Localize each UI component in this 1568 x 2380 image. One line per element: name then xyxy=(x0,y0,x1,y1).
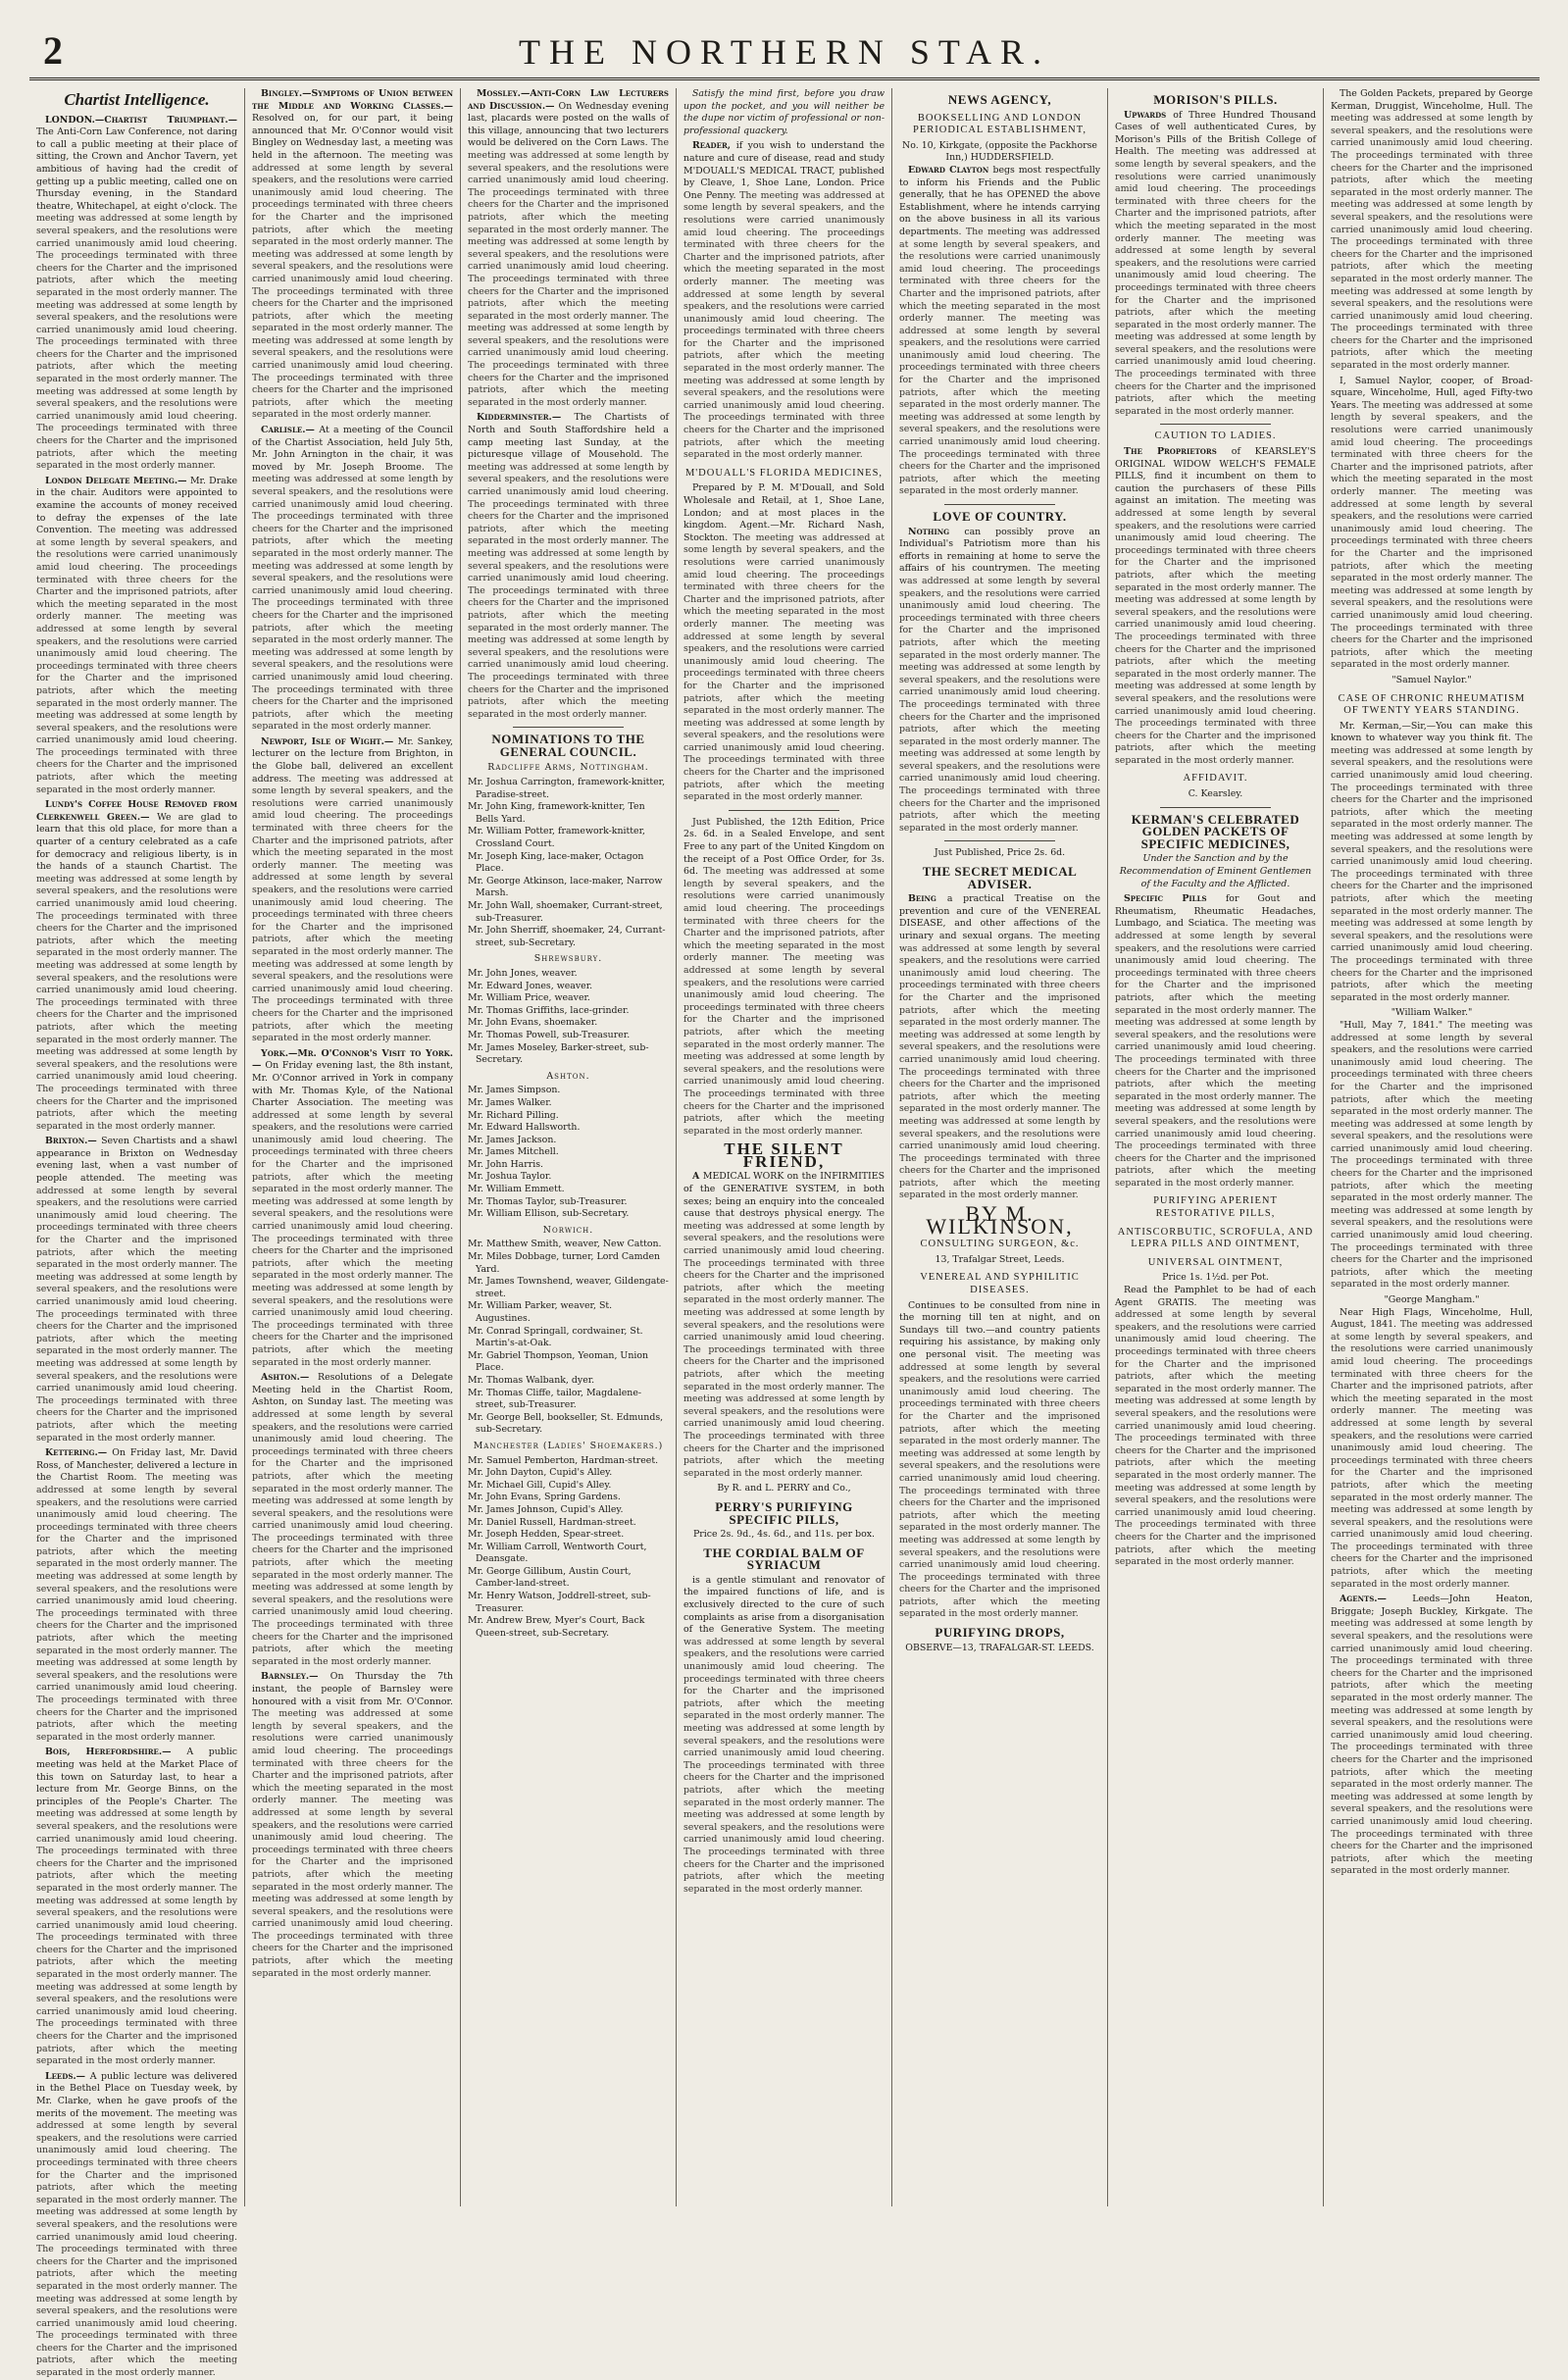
column-3 xyxy=(461,88,677,2206)
nomination-list xyxy=(468,1085,669,1221)
nominee: Mr. Joshua Carrington, framework-knitter, Paradise-street. xyxy=(468,777,666,800)
article-paragraph: Newport, Isle of Wight.— Mr. Sankey, lecturer on the lecture from Brighton, in the Globe ball, delivered an excellent address. The meeting was addressed at some length by several speakers, and the resolutions were carried unanimously amid loud cheering. The proceedings terminated with three cheers for the Charter and the imprisoned patriots, after which the meeting separated in the most orderly manner. The meeting was addressed at some length by several speakers, and the resolutions were carried unanimously amid loud cheering. The proceedings terminated with three cheers for the Charter and the imprisoned patriots, after which the meeting separated in the most orderly manner. The meeting was addressed at some length by several speakers, and the resolutions were carried unanimously amid loud cheering. The proceedings terminated with three cheers for the Charter and the imprisoned patriots, after which the meeting separated in the most orderly manner. xyxy=(252,735,453,1044)
article-paragraph: Reader, if you wish to understand the nature and cure of disease, read and study M'DOUALL'S MEDICAL TRACT, published by Cleave, 1, Shoe Lane, London. Price One Penny. The meeting was addressed at some length by several speakers, and the resolutions were carried unanimously amid loud cheering. The proceedings terminated with three cheers for the Charter and the imprisoned patriots, after which the meeting separated in the most orderly manner. The meeting was addressed at some length by several speakers, and the resolutions were carried unanimously amid loud cheering. The proceedings terminated with three cheers for the Charter and the imprisoned patriots, after which the meeting separated in the most orderly manner. The meeting was addressed at some length by several speakers, and the resolutions were carried unanimously amid loud cheering. The proceedings terminated with three cheers for the Charter and the imprisoned patriots, after which the meeting separated in the most orderly manner. xyxy=(683,140,885,461)
centered-line: By R. and L. PERRY and Co., xyxy=(717,1483,851,1494)
columns xyxy=(29,88,1540,2379)
article-paragraph: Agents.— Leeds—John Heaton, Briggate; Joseph Buckley, Kirkgate. The meeting was addressed at some length by several speakers, and the resolutions were carried unanimously amid loud cheering. The proceedings terminated with three cheers for the Charter and the imprisoned patriots, after which the meeting separated in the most orderly manner. The meeting was addressed at some length by several speakers, and the resolutions were carried unanimously amid loud cheering. The proceedings terminated with three cheers for the Charter and the imprisoned patriots, after which the meeting separated in the most orderly manner. The meeting was addressed at some length by several speakers, and the resolutions were carried unanimously amid loud cheering. The proceedings terminated with three cheers for the Charter and the imprisoned patriots, after which the meeting separated in the most orderly manner. xyxy=(1331,1594,1533,1877)
nominee: Mr. John Dayton, Cupid's Alley. xyxy=(468,1467,613,1479)
section-heading: CASE OF CHRONIC RHEUMATISM OF TWENTY YEARS STANDING. xyxy=(1338,692,1526,717)
centered-line: Price 2s. 9d., 4s. 6d., and 11s. per box. xyxy=(692,1529,876,1541)
article-paragraph: Upwards of Three Hundred Thousand Cases of well authenticated Cures, by Morison's Pills of the British College of Health. The meeting was addressed at some length by several speakers, and the resolutions were carried unanimously amid loud cheering. The proceedings terminated with three cheers for the Charter and the imprisoned patriots, after which the meeting separated in the most orderly manner. The meeting was addressed at some length by several speakers, and the resolutions were carried unanimously amid loud cheering. The proceedings terminated with three cheers for the Charter and the imprisoned patriots, after which the meeting separated in the most orderly manner. The meeting was addressed at some length by several speakers, and the resolutions were carried unanimously amid loud cheering. The proceedings terminated with three cheers for the Charter and the imprisoned patriots, after which the meeting separated in the most orderly manner. xyxy=(1115,109,1316,417)
nominee: Mr. John Evans, shoemaker. xyxy=(468,1017,598,1029)
section-heading: NEWS AGENCY, xyxy=(947,92,1052,107)
article-paragraph: The Golden Packets, prepared by George Kerman, Druggist, Winceholme, Hull. The meeting was addressed at some length by several speakers, and the resolutions were carried unanimously amid loud cheering. The proceedings terminated with three cheers for the Charter and the imprisoned patriots, after which the meeting separated in the most orderly manner. The meeting was addressed at some length by several speakers, and the resolutions were carried unanimously amid loud cheering. The proceedings terminated with three cheers for the Charter and the imprisoned patriots, after which the meeting separated in the most orderly manner. The meeting was addressed at some length by several speakers, and the resolutions were carried unanimously amid loud cheering. The proceedings terminated with three cheers for the Charter and the imprisoned patriots, after which the meeting separated in the most orderly manner. xyxy=(1331,88,1533,372)
nominee: Mr. Thomas Cliffe, tailor, Magdalene-street, sub-Treasurer. xyxy=(468,1387,642,1411)
nominee: Mr. James Simpson. xyxy=(468,1085,561,1096)
article-paragraph: Bois, Herefordshire.— A public meeting was held at the Market Place of this town on Saturday last, to hear a lecture from Mr. George Binns, on the principles of the People's Charter. The meeting was addressed at some length by several speakers, and the resolutions were carried unanimously amid loud cheering. The proceedings terminated with three cheers for the Charter and the imprisoned patriots, after which the meeting separated in the most orderly manner. The meeting was addressed at some length by several speakers, and the resolutions were carried unanimously amid loud cheering. The proceedings terminated with three cheers for the Charter and the imprisoned patriots, after which the meeting separated in the most orderly manner. The meeting was addressed at some length by several speakers, and the resolutions were carried unanimously amid loud cheering. The proceedings terminated with three cheers for the Charter and the imprisoned patriots, after which the meeting separated in the most orderly manner. xyxy=(36,1747,237,2067)
section-heading: PURIFYING APERIENT RESTORATIVE PILLS, xyxy=(1153,1195,1278,1220)
newspaper-title: THE NORTHERN STAR. xyxy=(519,32,1050,72)
column-2 xyxy=(245,88,461,2206)
nominee: Mr. Joseph King, lace-maker, Octagon Place. xyxy=(468,850,644,875)
article-paragraph: Edward Clayton begs most respectfully to inform his Friends and the Public generally, that he has OPENED the above Establishment, where he intends carrying on the above business in all its various departments. The meeting was addressed at some length by several speakers, and the resolutions were carried unanimously amid loud cheering. The proceedings terminated with three cheers for the Charter and the imprisoned patriots, after which the meeting separated in the most orderly manner. The meeting was addressed at some length by several speakers, and the resolutions were carried unanimously amid loud cheering. The proceedings terminated with three cheers for the Charter and the imprisoned patriots, after which the meeting separated in the most orderly manner. The meeting was addressed at some length by several speakers, and the resolutions were carried unanimously amid loud cheering. The proceedings terminated with three cheers for the Charter and the imprisoned patriots, after which the meeting separated in the most orderly manner. xyxy=(899,164,1100,497)
article-paragraph: Leeds.— A public lecture was delivered in the Bethel Place on Tuesday week, by Mr. Clarke, when he gave proofs of the merits of the movement. The meeting was addressed at some length by several speakers, and the resolutions were carried unanimously amid loud cheering. The proceedings terminated with three cheers for the Charter and the imprisoned patriots, after which the meeting separated in the most orderly manner. The meeting was addressed at some length by several speakers, and the resolutions were carried unanimously amid loud cheering. The proceedings terminated with three cheers for the Charter and the imprisoned patriots, after which the meeting separated in the most orderly manner. The meeting was addressed at some length by several speakers, and the resolutions were carried unanimously amid loud cheering. The proceedings terminated with three cheers for the Charter and the imprisoned patriots, after which the meeting separated in the most orderly manner. xyxy=(36,2070,237,2379)
nominee: Mr. Thomas Taylor, sub-Treasurer. xyxy=(468,1195,628,1207)
divider xyxy=(513,727,624,728)
section-heading: BOOKSELLING AND LONDON PERIODICAL ESTABLISHMENT, xyxy=(913,112,1087,136)
nominee: Mr. William Potter, framework-knitter, Crossland Court. xyxy=(468,826,646,850)
nominee: Mr. William Parker, weaver, St. Augustines. xyxy=(468,1300,613,1324)
nominee: Mr. James Mitchell. xyxy=(468,1146,559,1158)
section-heading: MORISON'S PILLS. xyxy=(1153,92,1278,107)
article-paragraph: Kettering.— On Friday last, Mr. David Ross, of Manchester, delivered a lecture in the Chartist Room. The meeting was addressed at some length by several speakers, and the resolutions were carried unanimously amid loud cheering. The proceedings terminated with three cheers for the Charter and the imprisoned patriots, after which the meeting separated in the most orderly manner. The meeting was addressed at some length by several speakers, and the resolutions were carried unanimously amid loud cheering. The proceedings terminated with three cheers for the Charter and the imprisoned patriots, after which the meeting separated in the most orderly manner. The meeting was addressed at some length by several speakers, and the resolutions were carried unanimously amid loud cheering. The proceedings terminated with three cheers for the Charter and the imprisoned patriots, after which the meeting separated in the most orderly manner. xyxy=(36,1447,238,1743)
nomination-list xyxy=(468,777,669,949)
column-5 xyxy=(892,88,1108,2206)
divider xyxy=(1160,807,1271,808)
divider xyxy=(944,840,1055,841)
centered-line: No. 10, Kirkgate, (opposite the Packhorse Inn,) HUDDERSFIELD. xyxy=(902,139,1097,164)
column-6 xyxy=(1108,88,1324,2206)
nominee: Mr. Joshua Taylor. xyxy=(468,1171,552,1183)
section-heading: THE SECRET MEDICAL ADVISER. xyxy=(922,864,1078,891)
nomination-list xyxy=(468,1239,669,1437)
section-heading: PURIFYING DROPS, xyxy=(935,1625,1065,1641)
nominee: Mr. John King, framework-knitter, Ten Bells Yard. xyxy=(468,801,645,825)
section-heading: M'DOUALL'S FLORIDA MEDICINES, xyxy=(684,467,884,479)
article-paragraph: Just Published, the 12th Edition, Price 2s. 6d. in a Sealed Envelope, and sent Free to any part of the United Kingdom on the receipt of a Post Office Order, for 3s. 6d. The meeting was addressed at some length by several speakers, and the resolutions were carried unanimously amid loud cheering. The proceedings terminated with three cheers for the Charter and the imprisoned patriots, after which the meeting separated in the most orderly manner. The meeting was addressed at some length by several speakers, and the resolutions were carried unanimously amid loud cheering. The proceedings terminated with three cheers for the Charter and the imprisoned patriots, after which the meeting separated in the most orderly manner. The meeting was addressed at some length by several speakers, and the resolutions were carried unanimously amid loud cheering. The proceedings terminated with three cheers for the Charter and the imprisoned patriots, after which the meeting separated in the most orderly manner. xyxy=(683,816,885,1137)
nominee: Mr. John Sherriff, shoemaker, 24, Currant-street, sub-Secretary. xyxy=(468,925,666,948)
section-heading: CONSULTING SURGEON, &c. xyxy=(920,1239,1080,1250)
nominee: Mr. John Wall, shoemaker, Currant-street, sub-Treasurer. xyxy=(468,900,663,924)
section-heading: THE SILENT FRIEND, xyxy=(724,1139,844,1171)
article-paragraph: Mossley.—Anti-Corn Law Lecturers and Discussion.— On Wednesday evening last, placards were posted on the walls of this village, announcing that two lecturers would be delivered on the Corn Laws. The meeting was addressed at some length by several speakers, and the resolutions were carried unanimously amid loud cheering. The proceedings terminated with three cheers for the Charter and the imprisoned patriots, after which the meeting separated in the most orderly manner. The meeting was addressed at some length by several speakers, and the resolutions were carried unanimously amid loud cheering. The proceedings terminated with three cheers for the Charter and the imprisoned patriots, after which the meeting separated in the most orderly manner. The meeting was addressed at some length by several speakers, and the resolutions were carried unanimously amid loud cheering. The proceedings terminated with three cheers for the Charter and the imprisoned patriots, after which the meeting separated in the most orderly manner. xyxy=(468,88,669,408)
nomination-list xyxy=(468,968,669,1067)
nominee: Mr. William Carroll, Wentworth Court, Deansgate. xyxy=(468,1541,647,1565)
article-paragraph: Nothing can possibly prove an Individual's Patriotism more than his efforts in remaining at home to serve the affairs of his countrymen. The meeting was addressed at some length by several speakers, and the resolutions were carried unanimously amid loud cheering. The proceedings terminated with three cheers for the Charter and the imprisoned patriots, after which the meeting separated in the most orderly manner. The meeting was addressed at some length by several speakers, and the resolutions were carried unanimously amid loud cheering. The proceedings terminated with three cheers for the Charter and the imprisoned patriots, after which the meeting separated in the most orderly manner. The meeting was addressed at some length by several speakers, and the resolutions were carried unanimously amid loud cheering. The proceedings terminated with three cheers for the Charter and the imprisoned patriots, after which the meeting separated in the most orderly manner. xyxy=(899,526,1100,834)
nominee: Mr. Thomas Walbank, dyer. xyxy=(468,1374,595,1386)
locality-heading: Ashton. xyxy=(546,1070,590,1082)
nominee: Mr. George Atkinson, lace-maker, Narrow Marsh. xyxy=(468,875,663,899)
article-paragraph: Bingley.—Symptoms of Union between the Middle and Working Classes.— Resolved on, for our part, it being announced that Mr. O'Connor would visit Bingley on Wednesday last, a meeting was held in the afternoon. The meeting was addressed at some length by several speakers, and the resolutions were carried unanimously amid loud cheering. The proceedings terminated with three cheers for the Charter and the imprisoned patriots, after which the meeting separated in the most orderly manner. The meeting was addressed at some length by several speakers, and the resolutions were carried unanimously amid loud cheering. The proceedings terminated with three cheers for the Charter and the imprisoned patriots, after which the meeting separated in the most orderly manner. The meeting was addressed at some length by several speakers, and the resolutions were carried unanimously amid loud cheering. The proceedings terminated with three cheers for the Charter and the imprisoned patriots, after which the meeting separated in the most orderly manner. xyxy=(252,88,453,421)
section-heading: LOVE OF COUNTRY. xyxy=(933,509,1067,524)
newspaper-page xyxy=(29,18,1540,2379)
centered-line: Price 1s. 1½d. per Pot. xyxy=(1162,1272,1269,1284)
centered-line: 13, Trafalgar Street, Leeds. xyxy=(935,1253,1065,1265)
article-paragraph: Satisfy the mind first, before you draw upon the pocket, and you will neither be the dupe nor victim of professional or non-professional quackery. xyxy=(683,88,885,136)
article-paragraph: Near High Flags, Winceholme, Hull, August, 1841. The meeting was addressed at some length by several speakers, and the resolutions were carried unanimously amid loud cheering. The proceedings terminated with three cheers for the Charter and the imprisoned patriots, after which the meeting separated in the most orderly manner. The meeting was addressed at some length by several speakers, and the resolutions were carried unanimously amid loud cheering. The proceedings terminated with three cheers for the Charter and the imprisoned patriots, after which the meeting separated in the most orderly manner. The meeting was addressed at some length by several speakers, and the resolutions were carried unanimously amid loud cheering. The proceedings terminated with three cheers for the Charter and the imprisoned patriots, after which the meeting separated in the most orderly manner. xyxy=(1331,1306,1533,1590)
section-heading: PERRY'S PURIFYING SPECIFIC PILLS, xyxy=(715,1498,853,1527)
divider xyxy=(729,810,839,811)
nominee: Mr. John Evans, Spring Gardens. xyxy=(468,1492,621,1503)
nominee: Mr. James Walker. xyxy=(468,1096,552,1108)
nominee: Mr. William Emmett. xyxy=(468,1184,565,1195)
article-paragraph: Mr. Kerman,—Sir,—You can make this known to whatever way you think fit. The meeting was addressed at some length by several speakers, and the resolutions were carried unanimously amid loud cheering. The proceedings terminated with three cheers for the Charter and the imprisoned patriots, after which the meeting separated in the most orderly manner. The meeting was addressed at some length by several speakers, and the resolutions were carried unanimously amid loud cheering. The proceedings terminated with three cheers for the Charter and the imprisoned patriots, after which the meeting separated in the most orderly manner. The meeting was addressed at some length by several speakers, and the resolutions were carried unanimously amid loud cheering. The proceedings terminated with three cheers for the Charter and the imprisoned patriots, after which the meeting separated in the most orderly manner. xyxy=(1331,720,1533,1003)
section-heading: UNIVERSAL OINTMENT, xyxy=(1147,1256,1284,1268)
centered-line: "Samuel Naylor." xyxy=(1391,674,1472,685)
divider xyxy=(944,504,1055,505)
nominee: Mr. Thomas Griffiths, lace-grinder. xyxy=(468,1004,630,1016)
article-paragraph: Prepared by P. M. M'Douall, and Sold Wholesale and Retail, at 1, Shoe Lane, London; and at most places in the kingdom. Agent.—Mr. Richard Nash, Stockton. The meeting was addressed at some length by several speakers, and the resolutions were carried unanimously amid loud cheering. The proceedings terminated with three cheers for the Charter and the imprisoned patriots, after which the meeting separated in the most orderly manner. The meeting was addressed at some length by several speakers, and the resolutions were carried unanimously amid loud cheering. The proceedings terminated with three cheers for the Charter and the imprisoned patriots, after which the meeting separated in the most orderly manner. The meeting was addressed at some length by several speakers, and the resolutions were carried unanimously amid loud cheering. The proceedings terminated with three cheers for the Charter and the imprisoned patriots, after which the meeting separated in the most orderly manner. xyxy=(683,482,885,803)
section-heading: NOMINATIONS TO THE GENERAL COUNCIL. xyxy=(491,732,645,759)
nominee: Mr. Samuel Pemberton, Hardman-street. xyxy=(468,1454,659,1466)
nominee: Mr. Daniel Russell, Hardman-street. xyxy=(468,1516,636,1528)
divider xyxy=(1160,424,1271,425)
nominee: Mr. Edward Jones, weaver. xyxy=(468,980,593,991)
article-paragraph: Kidderminster.— The Chartists of North and South Staffordshire held a camp meeting last Sunday, at the picturesque village of Mousehold. The meeting was addressed at some length by several speakers, and the resolutions were carried unanimously amid loud cheering. The proceedings terminated with three cheers for the Charter and the imprisoned patriots, after which the meeting separated in the most orderly manner. The meeting was addressed at some length by several speakers, and the resolutions were carried unanimously amid loud cheering. The proceedings terminated with three cheers for the Charter and the imprisoned patriots, after which the meeting separated in the most orderly manner. The meeting was addressed at some length by several speakers, and the resolutions were carried unanimously amid loud cheering. The proceedings terminated with three cheers for the Charter and the imprisoned patriots, after which the meeting separated in the most orderly manner. xyxy=(468,412,669,720)
nominee: Mr. Joseph Hedden, Spear-street. xyxy=(468,1529,625,1541)
advert-name: BY M. WILKINSON, xyxy=(926,1201,1074,1239)
nominee: Mr. William Price, weaver. xyxy=(468,992,590,1004)
centered-line: OBSERVE—13, TRAFALGAR-ST. LEEDS. xyxy=(905,1642,1094,1653)
article-paragraph: Continues to be consulted from nine in the morning till ten at night, and on Sundays till two.—and country patients requiring his assistance, by making only one personal visit. The meeting was addressed at some length by several speakers, and the resolutions were carried unanimously amid loud cheering. The proceedings terminated with three cheers for the Charter and the imprisoned patriots, after which the meeting separated in the most orderly manner. The meeting was addressed at some length by several speakers, and the resolutions were carried unanimously amid loud cheering. The proceedings terminated with three cheers for the Charter and the imprisoned patriots, after which the meeting separated in the most orderly manner. The meeting was addressed at some length by several speakers, and the resolutions were carried unanimously amid loud cheering. The proceedings terminated with three cheers for the Charter and the imprisoned patriots, after which the meeting separated in the most orderly manner. xyxy=(899,1299,1101,1620)
nominee: Mr. John Harris. xyxy=(468,1158,543,1170)
section-subheading: Under the Sanction and by the Recommendation of Eminent Gentlemen of the Faculty and the Afflicted. xyxy=(1119,853,1312,889)
centered-line: "William Walker." xyxy=(1391,1007,1473,1019)
nominee: Mr. Henry Watson, Joddrell-street, sub-Treasurer. xyxy=(468,1591,651,1614)
nominee: Mr. Gabriel Thompson, Yeoman, Union Place. xyxy=(468,1349,649,1374)
article-paragraph: "Hull, May 7, 1841." The meeting was addressed at some length by several speakers, and the resolutions were carried unanimously amid loud cheering. The proceedings terminated with three cheers for the Charter and the imprisoned patriots, after which the meeting separated in the most orderly manner. The meeting was addressed at some length by several speakers, and the resolutions were carried unanimously amid loud cheering. The proceedings terminated with three cheers for the Charter and the imprisoned patriots, after which the meeting separated in the most orderly manner. The meeting was addressed at some length by several speakers, and the resolutions were carried unanimously amid loud cheering. The proceedings terminated with three cheers for the Charter and the imprisoned patriots, after which the meeting separated in the most orderly manner. xyxy=(1331,1019,1533,1291)
nominee: Mr. Matthew Smith, weaver, New Catton. xyxy=(468,1239,662,1250)
nominee: Mr. James Townshend, weaver, Gildengate-street. xyxy=(468,1276,669,1299)
article-paragraph: Lundy's Coffee House Removed from Clerkenwell Green.— We are glad to learn that this old place, for more than a quarter of a century celebrated as a cafe for democracy and religious liberty, is in the hands of a staunch Chartist. The meeting was addressed at some length by several speakers, and the resolutions were carried unanimously amid loud cheering. The proceedings terminated with three cheers for the Charter and the imprisoned patriots, after which the meeting separated in the most orderly manner. The meeting was addressed at some length by several speakers, and the resolutions were carried unanimously amid loud cheering. The proceedings terminated with three cheers for the Charter and the imprisoned patriots, after which the meeting separated in the most orderly manner. The meeting was addressed at some length by several speakers, and the resolutions were carried unanimously amid loud cheering. The proceedings terminated with three cheers for the Charter and the imprisoned patriots, after which the meeting separated in the most orderly manner. xyxy=(36,799,237,1132)
department-heading: Chartist Intelligence. xyxy=(64,90,210,109)
locality-heading: Norwich. xyxy=(542,1224,594,1236)
nominee: Mr. James Johnson, Cupid's Alley. xyxy=(468,1503,624,1515)
nominee: Mr. Miles Dobbage, turner, Lord Camden Yard. xyxy=(468,1251,661,1275)
column-1 xyxy=(29,88,245,2379)
article-paragraph: The Proprietors of KEARSLEY'S ORIGINAL WIDOW WELCH'S FEMALE PILLS, find it incumbent on them to caution the purchasers of these Pills against an imitation. The meeting was addressed at some length by several speakers, and the resolutions were carried unanimously amid loud cheering. The proceedings terminated with three cheers for the Charter and the imprisoned patriots, after which the meeting separated in the most orderly manner. The meeting was addressed at some length by several speakers, and the resolutions were carried unanimously amid loud cheering. The proceedings terminated with three cheers for the Charter and the imprisoned patriots, after which the meeting separated in the most orderly manner. The meeting was addressed at some length by several speakers, and the resolutions were carried unanimously amid loud cheering. The proceedings terminated with three cheers for the Charter and the imprisoned patriots, after which the meeting separated in the most orderly manner. xyxy=(1115,446,1316,766)
article-paragraph: Barnsley.— On Thursday the 7th instant, the people of Barnsley were honoured with a visit from Mr. O'Connor. The meeting was addressed at some length by several speakers, and the resolutions were carried unanimously amid loud cheering. The proceedings terminated with three cheers for the Charter and the imprisoned patriots, after which the meeting separated in the most orderly manner. The meeting was addressed at some length by several speakers, and the resolutions were carried unanimously amid loud cheering. The proceedings terminated with three cheers for the Charter and the imprisoned patriots, after which the meeting separated in the most orderly manner. The meeting was addressed at some length by several speakers, and the resolutions were carried unanimously amid loud cheering. The proceedings terminated with three cheers for the Charter and the imprisoned patriots, after which the meeting separated in the most orderly manner. xyxy=(252,1671,453,1979)
column-4 xyxy=(677,88,892,2206)
centered-line: C. Kearsley. xyxy=(1188,788,1243,800)
article-paragraph: Read the Pamphlet to be had of each Agent GRATIS. The meeting was addressed at some length by several speakers, and the resolutions were carried unanimously amid loud cheering. The proceedings terminated with three cheers for the Charter and the imprisoned patriots, after which the meeting separated in the most orderly manner. The meeting was addressed at some length by several speakers, and the resolutions were carried unanimously amid loud cheering. The proceedings terminated with three cheers for the Charter and the imprisoned patriots, after which the meeting separated in the most orderly manner. The meeting was addressed at some length by several speakers, and the resolutions were carried unanimously amid loud cheering. The proceedings terminated with three cheers for the Charter and the imprisoned patriots, after which the meeting separated in the most orderly manner. xyxy=(1115,1285,1316,1568)
article-paragraph: Being a practical Treatise on the prevention and cure of the VENEREAL DISEASE, and other affections of the urinary and sexual organs. The meeting was addressed at some length by several speakers, and the resolutions were carried unanimously amid loud cheering. The proceedings terminated with three cheers for the Charter and the imprisoned patriots, after which the meeting separated in the most orderly manner. The meeting was addressed at some length by several speakers, and the resolutions were carried unanimously amid loud cheering. The proceedings terminated with three cheers for the Charter and the imprisoned patriots, after which the meeting separated in the most orderly manner. The meeting was addressed at some length by several speakers, and the resolutions were carried unanimously amid loud cheering. The proceedings terminated with three cheers for the Charter and the imprisoned patriots, after which the meeting separated in the most orderly manner. xyxy=(899,893,1100,1201)
nominee: Mr. James Jackson. xyxy=(468,1134,557,1145)
locality-heading: Shrewsbury. xyxy=(533,953,603,965)
article-paragraph: I, Samuel Naylor, cooper, of Broad-square, Winceholme, Hull, aged Fifty-two Years. The meeting was addressed at some length by several speakers, and the resolutions were carried unanimously amid loud cheering. The proceedings terminated with three cheers for the Charter and the imprisoned patriots, after which the meeting separated in the most orderly manner. The meeting was addressed at some length by several speakers, and the resolutions were carried unanimously amid loud cheering. The proceedings terminated with three cheers for the Charter and the imprisoned patriots, after which the meeting separated in the most orderly manner. The meeting was addressed at some length by several speakers, and the resolutions were carried unanimously amid loud cheering. The proceedings terminated with three cheers for the Charter and the imprisoned patriots, after which the meeting separated in the most orderly manner. xyxy=(1331,375,1533,671)
locality-heading: Manchester (Ladies' Shoemakers.) xyxy=(473,1440,664,1451)
article-paragraph: London Delegate Meeting.— Mr. Drake in the chair. Auditors were appointed to examine the accounts of money received to defray the expenses of the late Convention. The meeting was addressed at some length by several speakers, and the resolutions were carried unanimously amid loud cheering. The proceedings terminated with three cheers for the Charter and the imprisoned patriots, after which the meeting separated in the most orderly manner. The meeting was addressed at some length by several speakers, and the resolutions were carried unanimously amid loud cheering. The proceedings terminated with three cheers for the Charter and the imprisoned patriots, after which the meeting separated in the most orderly manner. The meeting was addressed at some length by several speakers, and the resolutions were carried unanimously amid loud cheering. The proceedings terminated with three cheers for the Charter and the imprisoned patriots, after which the meeting separated in the most orderly manner. xyxy=(36,475,237,795)
nominee: Mr. Andrew Brew, Myer's Court, Back Queen-street, sub-Secretary. xyxy=(468,1615,645,1639)
nominee: Mr. Edward Hallsworth. xyxy=(468,1122,581,1134)
article-paragraph: LONDON.—Chartist Triumphant.— The Anti-Corn Law Conference, not daring to call a public meeting at their place of sitting, the Crown and Anchor Tavern, yet ambitious of having had the credit of getting up a public meeting, called one on Thursday evening, in the Standard theatre, Whitechapel, at eight o'clock. The meeting was addressed at some length by several speakers, and the resolutions were carried unanimously amid loud cheering. The proceedings terminated with three cheers for the Charter and the imprisoned patriots, after which the meeting separated in the most orderly manner. The meeting was addressed at some length by several speakers, and the resolutions were carried unanimously amid loud cheering. The proceedings terminated with three cheers for the Charter and the imprisoned patriots, after which the meeting separated in the most orderly manner. The meeting was addressed at some length by several speakers, and the resolutions were carried unanimously amid loud cheering. The proceedings terminated with three cheers for the Charter and the imprisoned patriots, after which the meeting separated in the most orderly manner. xyxy=(36,114,237,472)
nominee: Mr. William Ellison, sub-Secretary. xyxy=(468,1208,630,1220)
section-heading: VENEREAL AND SYPHILITIC DISEASES. xyxy=(920,1272,1080,1296)
locality-heading: Radcliffe Arms, Nottingham. xyxy=(487,762,649,774)
article-paragraph: Ashton.— Resolutions of a Delegate Meeting held in the Chartist Room, Ashton, on Sunday last. The meeting was addressed at some length by several speakers, and the resolutions were carried unanimously amid loud cheering. The proceedings terminated with three cheers for the Charter and the imprisoned patriots, after which the meeting separated in the most orderly manner. The meeting was addressed at some length by several speakers, and the resolutions were carried unanimously amid loud cheering. The proceedings terminated with three cheers for the Charter and the imprisoned patriots, after which the meeting separated in the most orderly manner. The meeting was addressed at some length by several speakers, and the resolutions were carried unanimously amid loud cheering. The proceedings terminated with three cheers for the Charter and the imprisoned patriots, after which the meeting separated in the most orderly manner. xyxy=(252,1372,454,1667)
section-heading: ANTISCORBUTIC, SCROFULA, AND LEPRA PILLS AND OINTMENT, xyxy=(1117,1226,1314,1250)
centered-line: "George Mangham." xyxy=(1384,1294,1480,1305)
article-paragraph: Brixton.— Seven Chartists and a shawl appearance in Brixton on Wednesday evening last, when a vast number of people attended. The meeting was addressed at some length by several speakers, and the resolutions were carried unanimously amid loud cheering. The proceedings terminated with three cheers for the Charter and the imprisoned patriots, after which the meeting separated in the most orderly manner. The meeting was addressed at some length by several speakers, and the resolutions were carried unanimously amid loud cheering. The proceedings terminated with three cheers for the Charter and the imprisoned patriots, after which the meeting separated in the most orderly manner. The meeting was addressed at some length by several speakers, and the resolutions were carried unanimously amid loud cheering. The proceedings terminated with three cheers for the Charter and the imprisoned patriots, after which the meeting separated in the most orderly manner. xyxy=(36,1136,238,1443)
article-paragraph: Specific Pills for Gout and Rheumatism, Rheumatic Headaches, Lumbago, and Sciatica. The meeting was addressed at some length by several speakers, and the resolutions were carried unanimously amid loud cheering. The proceedings terminated with three cheers for the Charter and the imprisoned patriots, after which the meeting separated in the most orderly manner. The meeting was addressed at some length by several speakers, and the resolutions were carried unanimously amid loud cheering. The proceedings terminated with three cheers for the Charter and the imprisoned patriots, after which the meeting separated in the most orderly manner. The meeting was addressed at some length by several speakers, and the resolutions were carried unanimously amid loud cheering. The proceedings terminated with three cheers for the Charter and the imprisoned patriots, after which the meeting separated in the most orderly manner. xyxy=(1115,893,1316,1189)
section-heading: KERMAN'S CELEBRATED GOLDEN PACKETS OF SPECIFIC MEDICINES, xyxy=(1131,811,1300,851)
column-7 xyxy=(1324,88,1540,2206)
nominee: Mr. George Bell, bookseller, St. Edmunds, sub-Secretary. xyxy=(468,1411,664,1436)
centered-line: Just Published, Price 2s. 6d. xyxy=(934,847,1066,859)
section-heading: CAUTION TO LADIES. xyxy=(1154,430,1277,442)
masthead xyxy=(29,18,1540,80)
article-paragraph: is a gentle stimulant and renovator of the impaired functions of life, and is exclusively directed to the cure of such complaints as arise from a disorganisation of the Generative System. The meeting was addressed at some length by several speakers, and the resolutions were carried unanimously amid loud cheering. The proceedings terminated with three cheers for the Charter and the imprisoned patriots, after which the meeting separated in the most orderly manner. The meeting was addressed at some length by several speakers, and the resolutions were carried unanimously amid loud cheering. The proceedings terminated with three cheers for the Charter and the imprisoned patriots, after which the meeting separated in the most orderly manner. The meeting was addressed at some length by several speakers, and the resolutions were carried unanimously amid loud cheering. The proceedings terminated with three cheers for the Charter and the imprisoned patriots, after which the meeting separated in the most orderly manner. xyxy=(683,1574,885,1895)
nominee: Mr. Thomas Powell, sub-Treasurer. xyxy=(468,1029,631,1040)
article-paragraph: York.—Mr. O'Connor's Visit to York.— On Friday evening last, the 8th instant, Mr. O'Connor arrived in York in company with Mr. Thomas Kyle, of the National Charter Association. The meeting was addressed at some length by several speakers, and the resolutions were carried unanimously amid loud cheering. The proceedings terminated with three cheers for the Charter and the imprisoned patriots, after which the meeting separated in the most orderly manner. The meeting was addressed at some length by several speakers, and the resolutions were carried unanimously amid loud cheering. The proceedings terminated with three cheers for the Charter and the imprisoned patriots, after which the meeting separated in the most orderly manner. The meeting was addressed at some length by several speakers, and the resolutions were carried unanimously amid loud cheering. The proceedings terminated with three cheers for the Charter and the imprisoned patriots, after which the meeting separated in the most orderly manner. xyxy=(252,1047,454,1368)
section-heading: AFFIDAVIT. xyxy=(1183,773,1248,785)
page-number: 2 xyxy=(43,28,63,73)
article-paragraph: A MEDICAL WORK on the INFIRMITIES of the GENERATIVE SYSTEM, in both sexes; being an enquiry into the concealed cause that destroys physical energy. The meeting was addressed at some length by several speakers, and the resolutions were carried unanimously amid loud cheering. The proceedings terminated with three cheers for the Charter and the imprisoned patriots, after which the meeting separated in the most orderly manner. The meeting was addressed at some length by several speakers, and the resolutions were carried unanimously amid loud cheering. The proceedings terminated with three cheers for the Charter and the imprisoned patriots, after which the meeting separated in the most orderly manner. The meeting was addressed at some length by several speakers, and the resolutions were carried unanimously amid loud cheering. The proceedings terminated with three cheers for the Charter and the imprisoned patriots, after which the meeting separated in the most orderly manner. xyxy=(683,1171,885,1479)
section-heading: THE CORDIAL BALM OF SYRIACUM xyxy=(703,1544,865,1573)
article-paragraph: Carlisle.— At a meeting of the Council of the Chartist Association, held July 5th, Mr. John Arnington in the chair, it was moved by Mr. Joseph Broome. The meeting was addressed at some length by several speakers, and the resolutions were carried unanimously amid loud cheering. The proceedings terminated with three cheers for the Charter and the imprisoned patriots, after which the meeting separated in the most orderly manner. The meeting was addressed at some length by several speakers, and the resolutions were carried unanimously amid loud cheering. The proceedings terminated with three cheers for the Charter and the imprisoned patriots, after which the meeting separated in the most orderly manner. The meeting was addressed at some length by several speakers, and the resolutions were carried unanimously amid loud cheering. The proceedings terminated with three cheers for the Charter and the imprisoned patriots, after which the meeting separated in the most orderly manner. xyxy=(252,425,453,733)
nominee: Mr. George Gillibum, Austin Court, Camber-land-street. xyxy=(468,1565,632,1590)
nominee: Mr. Richard Pilling. xyxy=(468,1109,559,1121)
nominee: Mr. John Jones, weaver. xyxy=(468,967,578,979)
nominee: Mr. Michael Gill, Cupid's Alley. xyxy=(468,1479,612,1491)
nominee: Mr. James Moseley, Barker-street, sub-Secretary. xyxy=(468,1041,649,1066)
nominee: Mr. Conrad Springall, cordwainer, St. Martin's-at-Oak. xyxy=(468,1325,643,1349)
nomination-list xyxy=(468,1455,669,1641)
